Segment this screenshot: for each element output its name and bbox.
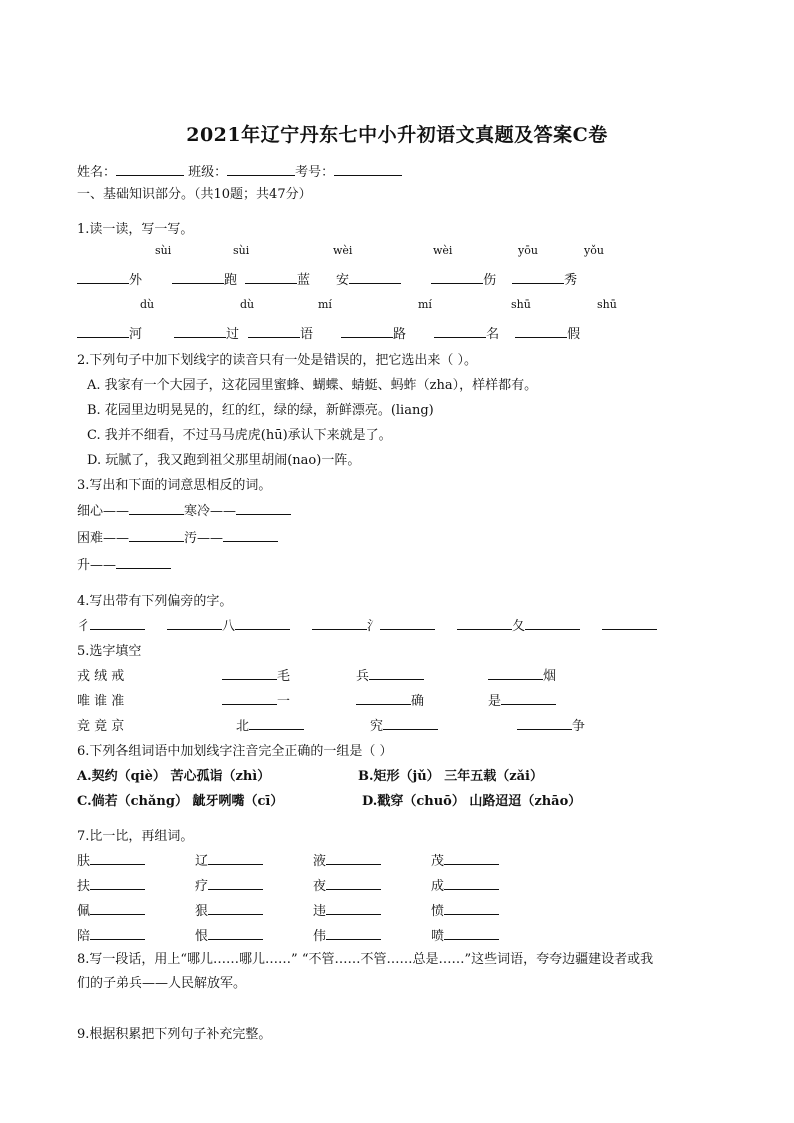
q5-item (236, 715, 304, 734)
char: 喷 (431, 929, 445, 944)
answer-blank[interactable] (245, 272, 297, 284)
char: 辽 (195, 854, 209, 869)
pinyin: sùi (155, 244, 172, 257)
q6-heading: 6.下列各组词语中加划线字注音完全正确的一组是（ ） (77, 744, 393, 759)
answer-blank[interactable] (457, 618, 512, 630)
q7-row (77, 875, 499, 894)
char: 路 (393, 327, 407, 342)
answer-blank[interactable] (208, 928, 263, 940)
char: 河 (129, 327, 143, 342)
radical: 彳 (77, 619, 91, 634)
q5-item (517, 715, 585, 734)
q5-item (488, 690, 556, 709)
answer-blank[interactable] (326, 878, 381, 890)
char: 名 (486, 327, 500, 342)
answer-blank[interactable] (431, 272, 483, 284)
answer-blank[interactable] (222, 693, 277, 705)
answer-blank[interactable] (174, 326, 226, 338)
name-blank[interactable] (116, 164, 184, 176)
pinyin: sùi (233, 244, 250, 257)
name-label: 姓名： (77, 165, 117, 180)
number-blank[interactable] (334, 164, 402, 176)
char: 语 (300, 327, 314, 342)
answer-blank[interactable] (236, 503, 291, 515)
class-blank[interactable] (227, 164, 295, 176)
char: 液 (313, 854, 327, 869)
answer-blank[interactable] (501, 693, 556, 705)
answer-blank[interactable] (90, 903, 145, 915)
answer-blank[interactable] (208, 853, 263, 865)
q5-item (370, 715, 438, 734)
q5-item (356, 665, 424, 684)
q1-row1 (77, 269, 577, 288)
q6-option-d: D.戳穿（chuō） 山路迢迢（zhāo） (362, 794, 582, 809)
answer-blank[interactable] (90, 878, 145, 890)
q7-row (77, 900, 499, 919)
answer-blank[interactable] (349, 272, 401, 284)
number-label: 考号： (295, 165, 335, 180)
q4-row (77, 615, 657, 634)
answer-blank[interactable] (129, 530, 184, 542)
answer-blank[interactable] (369, 668, 424, 680)
answer-blank[interactable] (326, 853, 381, 865)
q5-group-2: 唯 谁 准 (77, 694, 125, 709)
answer-blank[interactable] (90, 853, 145, 865)
char: 伤 (483, 273, 497, 288)
answer-blank[interactable] (116, 557, 171, 569)
char: 恨 (195, 929, 209, 944)
answer-blank[interactable] (208, 878, 263, 890)
char: 佩 (77, 904, 91, 919)
q5-group-3: 竞 竟 京 (77, 719, 125, 734)
answer-blank[interactable] (434, 326, 486, 338)
q7-row (77, 850, 499, 869)
char: 违 (313, 904, 327, 919)
q6-option-c: C.倘若（chǎng） 龇牙咧嘴（cī） (77, 794, 284, 809)
q8-line2: 们的子弟兵——人民解放军。 (77, 976, 247, 991)
answer-blank[interactable] (517, 718, 572, 730)
answer-blank[interactable] (249, 718, 304, 730)
answer-blank[interactable] (383, 718, 438, 730)
answer-blank[interactable] (444, 853, 499, 865)
q2-heading: 2.下列句子中加下划线字的读音只有一处是错误的，把它选出来（ ）。 (77, 353, 478, 368)
section-heading: 一、基础知识部分。（共10题；共47分） (77, 187, 312, 202)
char: 陪 (77, 929, 91, 944)
q6-option-a: A.契约（qiè） 苦心孤诣（zhì） (77, 769, 271, 784)
q1-heading: 1.读一读，写一写。 (77, 222, 194, 237)
q5-item (488, 665, 556, 684)
answer-blank[interactable] (90, 618, 145, 630)
q5-item (222, 690, 290, 709)
answer-blank[interactable] (602, 618, 657, 630)
q3-heading: 3.写出和下面的词意思相反的词。 (77, 478, 272, 493)
answer-blank[interactable] (356, 693, 411, 705)
answer-blank[interactable] (380, 618, 435, 630)
answer-blank[interactable] (248, 326, 300, 338)
answer-blank[interactable] (488, 668, 543, 680)
answer-blank[interactable] (167, 618, 222, 630)
word: 汚—— (184, 531, 224, 546)
q3-row3 (77, 554, 171, 573)
q7-row (77, 925, 499, 944)
radical: 夂 (512, 619, 526, 634)
answer-blank[interactable] (515, 326, 567, 338)
q2-option-b: B. 花园里边明晃晃的，红的红，绿的绿，新鲜漂亮。(liang) (87, 403, 434, 418)
char: 过 (226, 327, 240, 342)
radical: 八 (222, 619, 236, 634)
pinyin: yǒu (584, 244, 604, 257)
answer-blank[interactable] (444, 928, 499, 940)
char: 外 (129, 273, 143, 288)
answer-blank[interactable] (77, 326, 129, 338)
char: 争 (572, 719, 586, 734)
word: 寒冷—— (184, 504, 237, 519)
answer-blank[interactable] (77, 272, 129, 284)
answer-blank[interactable] (208, 903, 263, 915)
q2-option-a: A. 我家有一个大园子，这花园里蜜蜂、蝴蝶、蜻蜓、蚂蚱（zha），样样都有。 (87, 378, 538, 393)
char: 烟 (543, 669, 557, 684)
answer-blank[interactable] (525, 618, 580, 630)
char: 确 (411, 694, 425, 709)
page-title: 2021年辽宁丹东七中小升初语文真题及答案C卷 (186, 124, 608, 146)
char: 茂 (431, 854, 445, 869)
char: 疗 (195, 879, 209, 894)
answer-blank[interactable] (222, 668, 277, 680)
word: 升—— (77, 558, 117, 573)
char: 夜 (313, 879, 327, 894)
info-line (77, 161, 402, 180)
q6-option-b: B.矩形（jǔ） 三年五载（zǎi） (358, 769, 543, 784)
q5-item (222, 665, 290, 684)
char: 安 (336, 273, 350, 288)
q2-option-c: C. 我并不细看，不过马马虎虎(hū)承认下来就是了。 (87, 428, 392, 443)
char: 北 (236, 719, 250, 734)
pinyin: dù (240, 298, 255, 311)
q3-row1 (77, 500, 291, 519)
q1-row2 (77, 323, 580, 342)
word: 困难—— (77, 531, 130, 546)
q5-heading: 5.选字填空 (77, 644, 142, 659)
class-label: 班级： (188, 165, 228, 180)
pinyin: mí (418, 298, 432, 311)
q8-line1: 8.写一段话，用上“哪儿……哪儿……” “不管……不管……总是……”这些词语，夸夸边疆建设者或我 (77, 952, 654, 967)
char: 愤 (431, 904, 445, 919)
q2-option-d: D. 玩腻了，我又跑到祖父那里胡闹(nao)一阵。 (87, 453, 361, 468)
answer-blank[interactable] (341, 326, 393, 338)
answer-blank[interactable] (129, 503, 184, 515)
char: 蓝 (297, 273, 311, 288)
answer-blank[interactable] (312, 618, 367, 630)
answer-blank[interactable] (512, 272, 564, 284)
pinyin: shū (511, 298, 531, 311)
char: 肤 (77, 854, 91, 869)
char: 兵 (356, 669, 370, 684)
q9-heading: 9.根据积累把下列句子补充完整。 (77, 1027, 272, 1042)
q3-row2 (77, 527, 278, 546)
char: 狠 (195, 904, 209, 919)
char: 假 (567, 327, 581, 342)
pinyin: wèi (433, 244, 453, 257)
answer-blank[interactable] (90, 928, 145, 940)
char: 是 (488, 694, 502, 709)
pinyin: shū (597, 298, 617, 311)
answer-blank[interactable] (326, 903, 381, 915)
answer-blank[interactable] (172, 272, 224, 284)
q7-heading: 7.比一比，再组词。 (77, 829, 194, 844)
pinyin: mí (318, 298, 332, 311)
char: 成 (431, 879, 445, 894)
char: 扶 (77, 879, 91, 894)
answer-blank[interactable] (326, 928, 381, 940)
answer-blank[interactable] (235, 618, 290, 630)
char: 伟 (313, 929, 327, 944)
q5-item (356, 690, 424, 709)
char: 一 (277, 694, 291, 709)
char: 毛 (277, 669, 291, 684)
radical: 氵 (367, 619, 381, 634)
char: 跑 (224, 273, 238, 288)
char: 究 (370, 719, 384, 734)
answer-blank[interactable] (444, 878, 499, 890)
q4-heading: 4.写出带有下列偏旁的字。 (77, 594, 233, 609)
word: 细心—— (77, 504, 130, 519)
pinyin: wèi (333, 244, 353, 257)
char: 秀 (564, 273, 578, 288)
pinyin: yōu (518, 244, 538, 257)
answer-blank[interactable] (444, 903, 499, 915)
pinyin: dù (140, 298, 155, 311)
answer-blank[interactable] (223, 530, 278, 542)
q5-group-1: 戎 绒 戒 (77, 669, 125, 684)
